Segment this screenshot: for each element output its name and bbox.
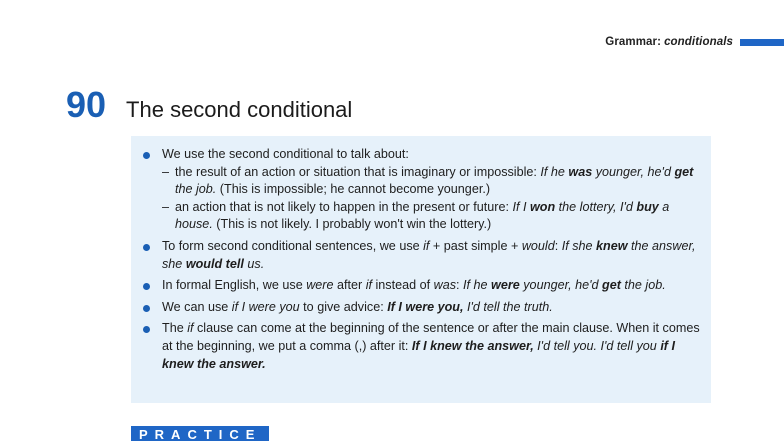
running-header	[605, 34, 784, 50]
dash-icon: –	[162, 164, 170, 179]
example-sentence: If she knew the answer, she would tell us.	[162, 238, 696, 271]
bullet-dot-icon	[143, 326, 150, 333]
unit-title: The second conditional	[126, 97, 353, 122]
example-sentence: If he were younger, he'd get the job.	[463, 278, 666, 293]
sub-text: an action that is not likely to happen in the present or future:	[175, 199, 513, 214]
header-section: Grammar: conditionals	[605, 36, 733, 48]
bullet-dot-icon	[143, 152, 150, 159]
unit-number: 90	[66, 84, 107, 125]
rule-list	[143, 146, 703, 377]
practice-heading: PRACTICE	[131, 426, 269, 441]
example-note: (This is impossible; he cannot become younger.)	[216, 182, 491, 197]
header-topic: conditionals	[664, 36, 733, 48]
rule-item-5: The if clause can come at the beginning of the sentence or after the main clause. When it comes at the beginning, we put a comma (,) after it: If I knew the answer, I'd tell you. I'd tell you if I knew the answer.	[143, 320, 703, 373]
rule-item-1	[143, 146, 703, 234]
sub-text: the result of an action or situation that is imaginary or impossible:	[175, 164, 541, 179]
example-sentence: If I won the lottery, I'd buy a house.	[175, 199, 670, 232]
example-sentence: If I were you, I'd tell the truth.	[387, 299, 553, 314]
sub-item-2	[162, 199, 703, 234]
header-color-bar	[740, 39, 784, 46]
sub-item-1	[162, 164, 703, 199]
dash-icon: –	[162, 199, 170, 214]
bullet-dot-icon	[143, 305, 150, 312]
bullet-dot-icon	[143, 244, 150, 251]
rule-item-2: To form second conditional sentences, we use if + past simple + would: If she knew the answer, she would tell us.	[143, 238, 703, 273]
example-note: (This is not likely. I probably won't win the lottery.)	[212, 217, 492, 232]
rule-intro: We use the second conditional to talk about:	[162, 147, 409, 161]
rule-item-4: We can use if I were you to give advice: If I were you, I'd tell the truth.	[143, 299, 703, 317]
bullet-dot-icon	[143, 283, 150, 290]
unit-heading	[66, 84, 353, 125]
rule-item-3: In formal English, we use were after if instead of was: If he were younger, he'd get the job.	[143, 277, 703, 295]
explanation-panel	[131, 136, 711, 403]
example-sentence: If I knew the answer, I'd tell you. I'd tell you if I knew the answer.	[162, 338, 676, 371]
example-sentence: If he was younger, he'd get the job.	[175, 164, 694, 197]
